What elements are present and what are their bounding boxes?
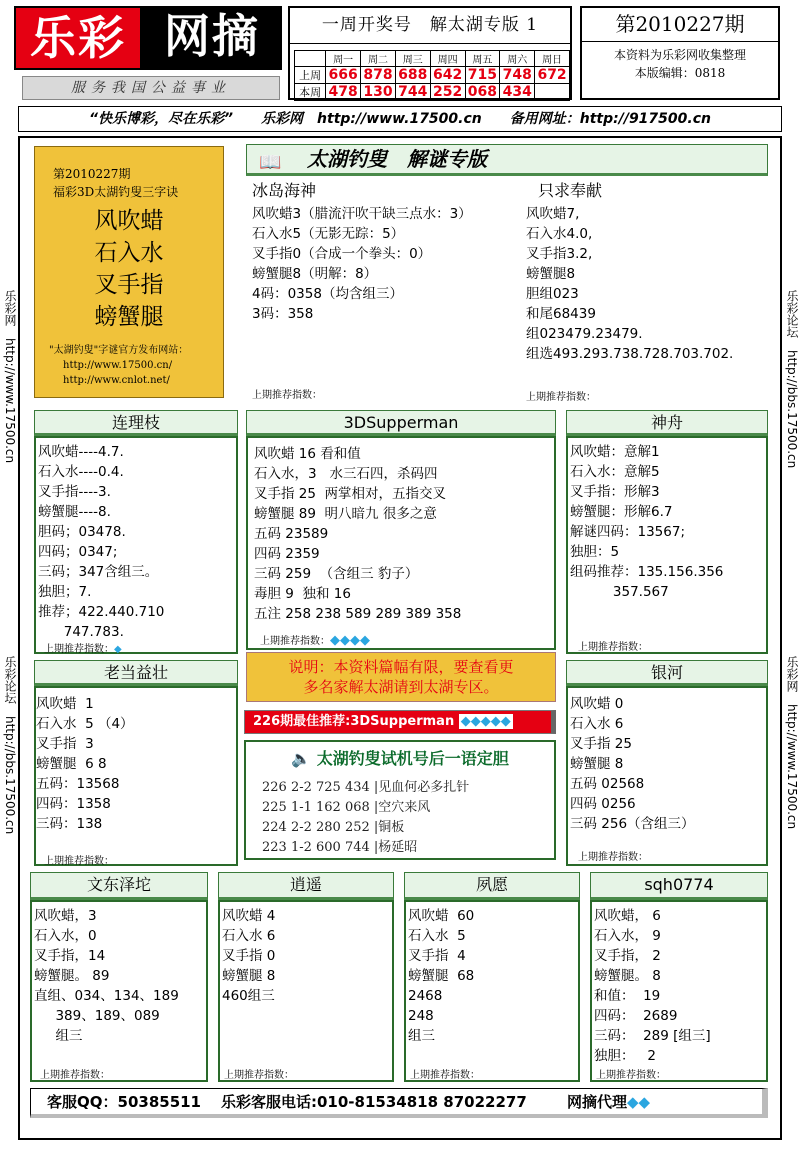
section-wendong: 风吹蜡，3 石入水，0 叉手指，14 螃蟹腿。 89 直组、034、134、189 389、189、089 组三 上期推荐指数： [30,900,208,1082]
index-label: 上期推荐指数： [596,1070,666,1081]
draw-number: 878 [361,67,396,84]
section-lianli: 风吹蜡----4.7. 石入水----0.4. 叉手指----3. 螃蟹腿----8. 胆码；03478. 四码；0347; 三码；347含组三。 独胆；7. 推荐；422.440.710 747.783. 上期推荐指数：◆ [34,436,238,654]
trial-numbers [244,740,556,860]
book-icon: 📖 [259,152,282,173]
riddle-card [34,146,224,398]
issue-number: 第2010227期 [582,8,778,42]
section-title-lianli: 连理枝 [34,410,238,436]
draw-number [535,84,570,101]
calendar-table [294,50,570,101]
index-label: 上期推荐指数： [526,392,596,403]
draw-number: 715 [465,67,500,84]
notice: 说明：本资料篇幅有限，要查看更 多名家解太湖请到太湖专区。 [246,652,556,702]
issue-box [580,6,780,100]
draw-number: 688 [395,67,430,84]
index-label: 上期推荐指数： [578,642,648,653]
issue-editor: 本版编辑：0818 [634,66,726,80]
section-title-fengyuan: 夙愿 [404,872,580,900]
best-pick-bar: 226期最佳推荐:3DSupperman ◆◆◆◆◆ [244,710,556,734]
draw-number: 434 [500,84,535,101]
day-header: 周日 [535,51,570,67]
issue-note: 本资料为乐彩网收集整理 [613,48,746,62]
draw-number: 748 [500,67,535,84]
section-fengyuan: 风吹蜡 60 石入水 5 叉手指 4 螃蟹腿 68 2468 248 组三 上期推荐指数： [404,900,580,1082]
section-title-sqh: sqh0774 [590,872,768,900]
row-label: 本周 [295,84,326,101]
section-laodang: 风吹蜡 1 石入水 5 （4） 叉手指 3 螃蟹腿 6 8 五码：13568 四码：1358 三码：138 上期推荐指数： [34,686,238,866]
index-label: 上期推荐指数： [578,852,648,863]
draw-number: 744 [395,84,430,101]
riddle-issue: 第2010227期 福彩3D太湖钓叟三字诀 [53,167,179,199]
diamond-icon: ◆◆◆◆◆ [460,714,511,729]
draw-number: 672 [535,67,570,84]
author-lines: 风吹蜡7, 石入水4.0, 叉手指3.2, 螃蟹腿8 胆组023 和尾68439 组023479.23479. 组选493.293.738.728.703.702. [526,206,734,362]
section-title-laodang: 老当益壮 [34,660,238,686]
index-label: 上期推荐指数： [224,1070,294,1081]
draw-number: 642 [430,67,465,84]
side-link-left-top[interactable]: 乐彩网 http://www.17500.cn [3,290,17,464]
speaker-icon: 🔈 [291,749,312,768]
diamond-icon: ◆◆ [627,1093,651,1111]
section-title-shenzhou: 神舟 [566,410,768,436]
row-label: 上周 [295,67,326,84]
agent-link[interactable]: 网摘代理◆◆ [567,1093,651,1111]
draw-number: 252 [430,84,465,101]
index-label: 上期推荐指数：◆ [44,644,122,655]
logo-part-b: 网摘 [142,6,282,70]
draw-number: 666 [326,67,361,84]
draw-number: 478 [326,84,361,101]
draw-number: 130 [361,84,396,101]
index-label: 上期推荐指数： [40,1070,110,1081]
side-link-left-bottom[interactable]: 乐彩论坛 http://bbs.17500.cn [3,656,17,835]
day-header: 周二 [361,51,396,67]
section-title-yinhe: 银河 [566,660,768,686]
section-xiaoyao: 风吹蜡 4 石入水 6 叉手指 0 螃蟹腿 8 460组三 上期推荐指数： [218,900,394,1082]
day-header: 周一 [326,51,361,67]
taihu-banner: 📖 太湖钓叟 解谜专版 [246,144,768,176]
section-sqh: 风吹蜡， 6 石入水， 9 叉手指， 2 螃蟹腿。 8 和值： 19 四码： 2689 三码： 289 [组三] 独胆： 2 上期推荐指数： [590,900,768,1082]
section-title-xiaoyao: 逍遥 [218,872,394,900]
author-title: 只求奉献 [538,181,603,200]
side-link-right-top[interactable]: 乐彩论坛 http://bbs.17500.cn [785,290,799,469]
index-label: 上期推荐指数： [410,1070,480,1081]
day-header: 周六 [500,51,535,67]
draw-number: 068 [465,84,500,101]
section-yinhe: 风吹蜡 0 石入水 6 叉手指 25 螃蟹腿 8 五码 02568 四码 0256 三码 256（含组三） 上期推荐指数： [566,686,768,866]
trial-row: 224 2-2 280 252 |铜板 [262,820,405,835]
section-title-super: 3DSupperman [246,410,556,436]
trial-row: 223 1-2 600 744 |杨延昭 [262,840,418,855]
calendar-title: 一周开奖号 解太湖专版 1 [290,8,570,44]
riddle-keys: 风吹蜡 石入水 叉手指 螃蟹腿 [94,208,164,330]
riddle-sites: "太湖钓叟"字谜官方发布网站： http://www.17500.cn/ http://www.cnlot.net/ [49,345,189,386]
logo [14,6,282,70]
footer-bar [30,1088,768,1118]
author-lines: 风吹蜡3（腊流汗吹干缺三点水：3） 石入水5（无影无踪：5） 叉手指0（合成一个拳头：0） 螃蟹腿8（明解：8） 4码：0358（均含组三） 3码：358 [252,206,472,322]
site-links-bar[interactable]: “快乐博彩，尽在乐彩” 乐彩网 http://www.17500.cn 备用网址：http://917500.cn [18,106,782,132]
lottery-calendar [288,6,572,100]
service-qq: 客服QQ：50385511 [47,1093,201,1111]
trial-title: 🔈 太湖钓叟试机号后一语定胆 [291,749,509,768]
service-phone: 乐彩客服电话:010-81534818 87022277 [221,1093,527,1111]
index-label: 上期推荐指数： [252,390,322,401]
trial-row: 225 1-1 162 068 |空穴来风 [262,800,431,815]
trial-row: 226 2-2 725 434 |见血何必多扎针 [262,780,470,795]
slogan: 服务我国公益事业 [22,76,280,100]
day-header: 周五 [465,51,500,67]
diamond-icon: ◆◆◆◆ [330,633,370,648]
day-header: 周四 [430,51,465,67]
section-title-wendong: 文东泽坨 [30,872,208,900]
section-super: 风吹蜡 16 看和值 石入水，3 水三石四，杀码四 叉手指 25 两掌相对，五指交叉 螃蟹腿 89 明八暗九 很多之意 五码 23589 四码 2359 三码 259 （含组三 豹子） 毒胆 9 独和 16 五注 258 238 589 289 389 358 上期推荐指数：◆◆◆◆ [246,436,556,650]
index-label: 上期推荐指数： [44,856,114,867]
day-header: 周三 [395,51,430,67]
logo-part-a: 乐彩 [14,6,142,70]
section-shenzhou: 风吹蜡：意解1 石入水：意解5 叉手指：形解3 螃蟹腿：形解6.7 解谜四码：13567; 独胆：5 组码推荐：135.156.356 357.567 上期推荐指数： [566,436,768,654]
author-title: 冰岛海神 [252,181,317,200]
side-link-right-bottom[interactable]: 乐彩网 http://www.17500.cn [785,656,799,830]
diamond-icon: ◆ [114,644,122,655]
index-label: 上期推荐指数：◆◆◆◆ [260,633,370,648]
